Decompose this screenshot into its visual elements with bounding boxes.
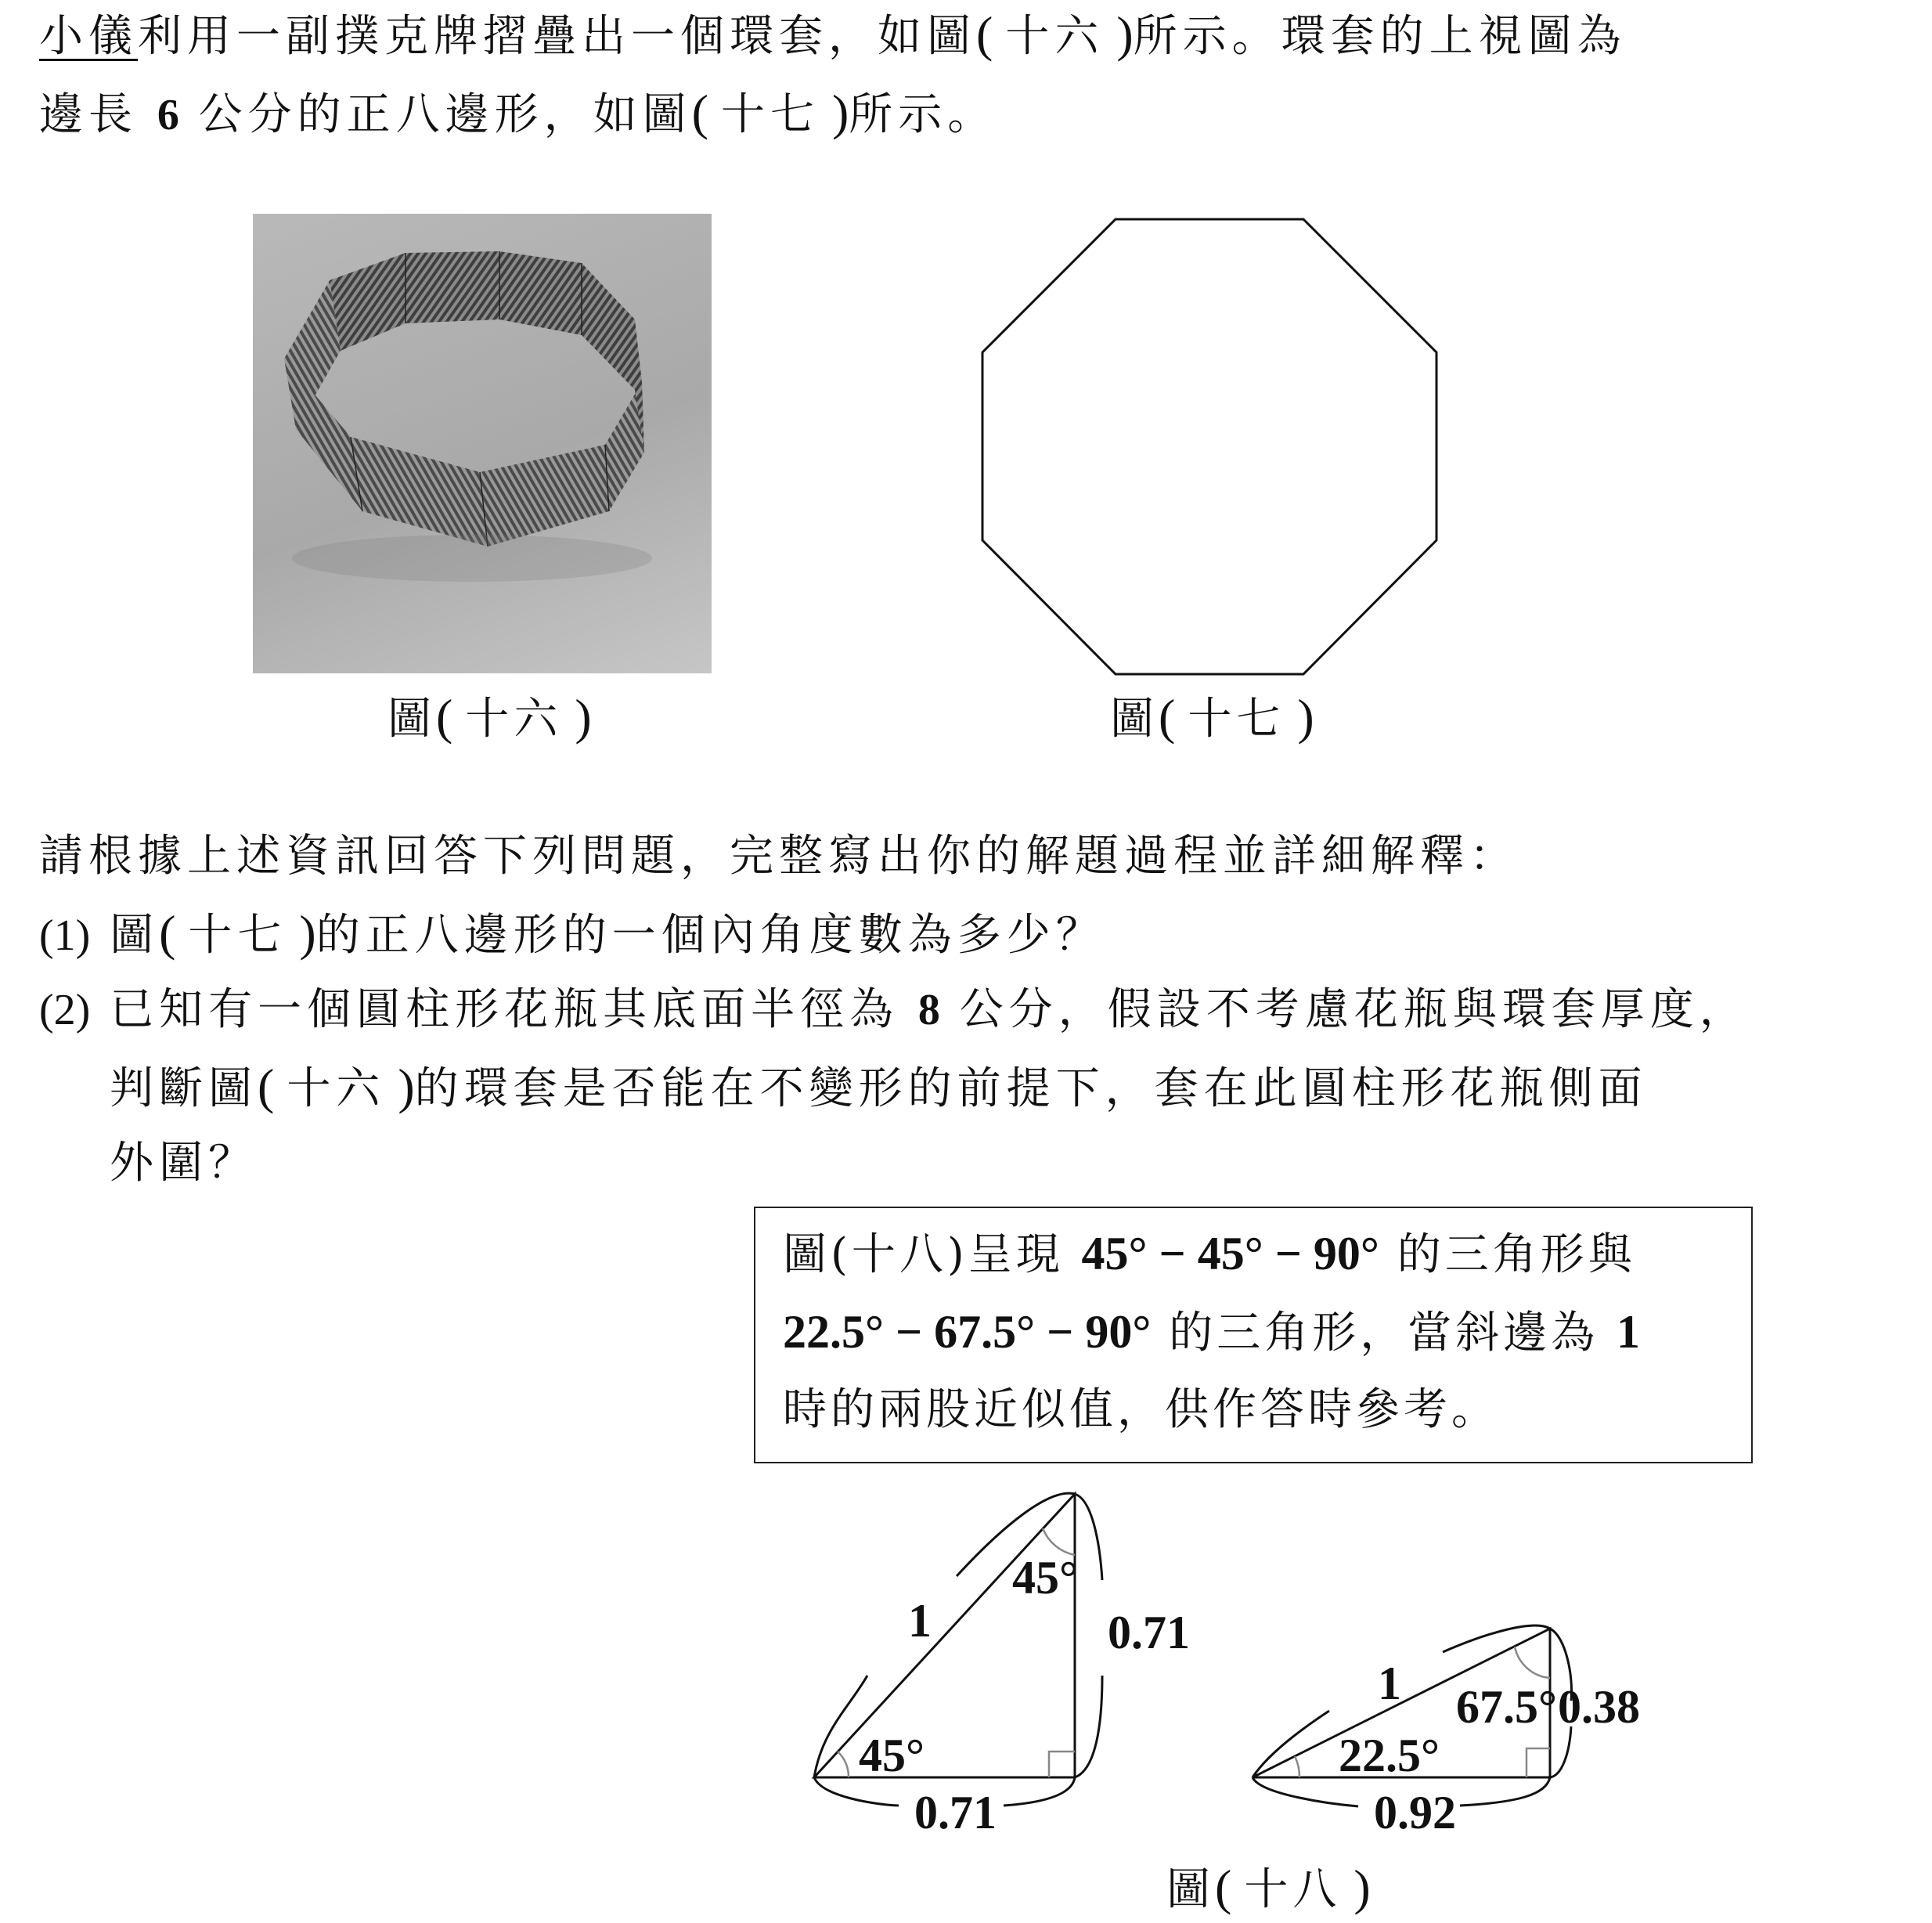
fig16-caption: 圖( 十六 ) bbox=[387, 689, 592, 745]
fig-ref-16: 十六 bbox=[1005, 11, 1105, 62]
q1-number: (1) bbox=[39, 911, 91, 960]
tri22-vertical-leg-label: 0.38 bbox=[1558, 1681, 1640, 1733]
question-2-line-3: 外圍？ bbox=[110, 1138, 258, 1189]
radius-value: 8 bbox=[917, 986, 940, 1034]
fig17-caption: 圖( 十七 ) bbox=[1110, 689, 1314, 745]
intro-text-b: 所示。環套的上視圖為 bbox=[1133, 11, 1627, 62]
tri45-horizontal-leg-label: 0.71 bbox=[914, 1787, 997, 1838]
ref-hypotenuse: 1 bbox=[1617, 1306, 1640, 1358]
caption-prefix: 圖 bbox=[387, 694, 436, 745]
ref-text-b: 的三角形與 bbox=[1397, 1229, 1636, 1280]
tri22-top-angle-label: 67.5° bbox=[1456, 1681, 1557, 1733]
caption-prefix: 圖 bbox=[1166, 1864, 1215, 1915]
caption-prefix: 圖 bbox=[1110, 694, 1159, 745]
instruction-text: 請根據上述資訊回答下列問題，完整寫出你的解題過程並詳細解釋： bbox=[39, 831, 1519, 882]
tri45-hypotenuse-label: 1 bbox=[908, 1595, 932, 1647]
fig-ref-17: 十七 bbox=[720, 89, 820, 140]
q2-text-c: 判斷圖 bbox=[110, 1063, 258, 1114]
intro2-text-b: 公分的正八邊形，如圖 bbox=[198, 89, 692, 140]
tri22-hypotenuse-label: 1 bbox=[1378, 1658, 1401, 1709]
question-2-line-2: 判斷圖( 十六 )的環套是否能在不變形的前提下，套在此圓柱形花瓶側面 bbox=[110, 1059, 1648, 1114]
q2-text-a: 已知有一個圓柱形花瓶其底面半徑為 bbox=[110, 984, 899, 1035]
q2-text-b: 公分，假設不考慮花瓶與環套厚度， bbox=[959, 984, 1749, 1035]
q2-number: (2) bbox=[39, 986, 91, 1034]
ref-text-c: 的三角形，當斜邊為 bbox=[1169, 1308, 1599, 1358]
side-length-value: 6 bbox=[157, 91, 179, 139]
ref-text-a: 圖(十八)呈現 bbox=[783, 1229, 1064, 1280]
ref-line-3: 時的兩股近似值，供作答時參考。 bbox=[783, 1384, 1499, 1435]
caption-number: 十七 bbox=[1188, 694, 1285, 745]
tri45-top-angle-label: 45° bbox=[1012, 1552, 1078, 1604]
tri45-bottom-angle-label: 45° bbox=[859, 1730, 925, 1781]
intro2-text-c: 所示。 bbox=[849, 89, 997, 140]
caption-number: 十六 bbox=[465, 694, 563, 745]
question-1: (1) 圖( 十七 )的正八邊形的一個內角度數為多少？ bbox=[39, 905, 1105, 961]
tri22-horizontal-leg-label: 0.92 bbox=[1374, 1787, 1456, 1838]
q1-fig-ref: 十七 bbox=[188, 910, 287, 961]
q2-text-d: 的環套是否能在不變形的前提下，套在此圓柱形花瓶側面 bbox=[414, 1063, 1648, 1114]
triangle-45-45-90-icon bbox=[814, 1493, 1102, 1806]
q1-text-a: 圖 bbox=[110, 910, 160, 961]
intro2-text-a: 邊長 bbox=[39, 89, 138, 140]
ref-angles-22-5: 22.5° − 67.5° − 90° bbox=[783, 1306, 1152, 1358]
subject-name: 小儀 bbox=[39, 11, 138, 62]
intro-line-2: 邊長 6 公分的正八邊形，如圖( 十七 )所示。 bbox=[39, 85, 997, 140]
ref-angles-45: 45° − 45° − 90° bbox=[1081, 1228, 1379, 1279]
tri45-vertical-leg-label: 0.71 bbox=[1108, 1607, 1190, 1658]
fig18-caption: 圖( 十八 ) bbox=[1166, 1860, 1371, 1915]
caption-number: 十八 bbox=[1244, 1864, 1342, 1915]
tri22-bottom-angle-label: 22.5° bbox=[1339, 1730, 1440, 1781]
intro-text-a: 利用一副撲克牌摺疊出一個環套，如圖 bbox=[138, 11, 976, 62]
q2-fig-ref: 十六 bbox=[287, 1063, 386, 1114]
intro-line-1: 小儀利用一副撲克牌摺疊出一個環套，如圖( 十六 )所示。環套的上視圖為 bbox=[39, 6, 1627, 62]
q1-text-b: 的正八邊形的一個內角度數為多少？ bbox=[315, 910, 1105, 961]
